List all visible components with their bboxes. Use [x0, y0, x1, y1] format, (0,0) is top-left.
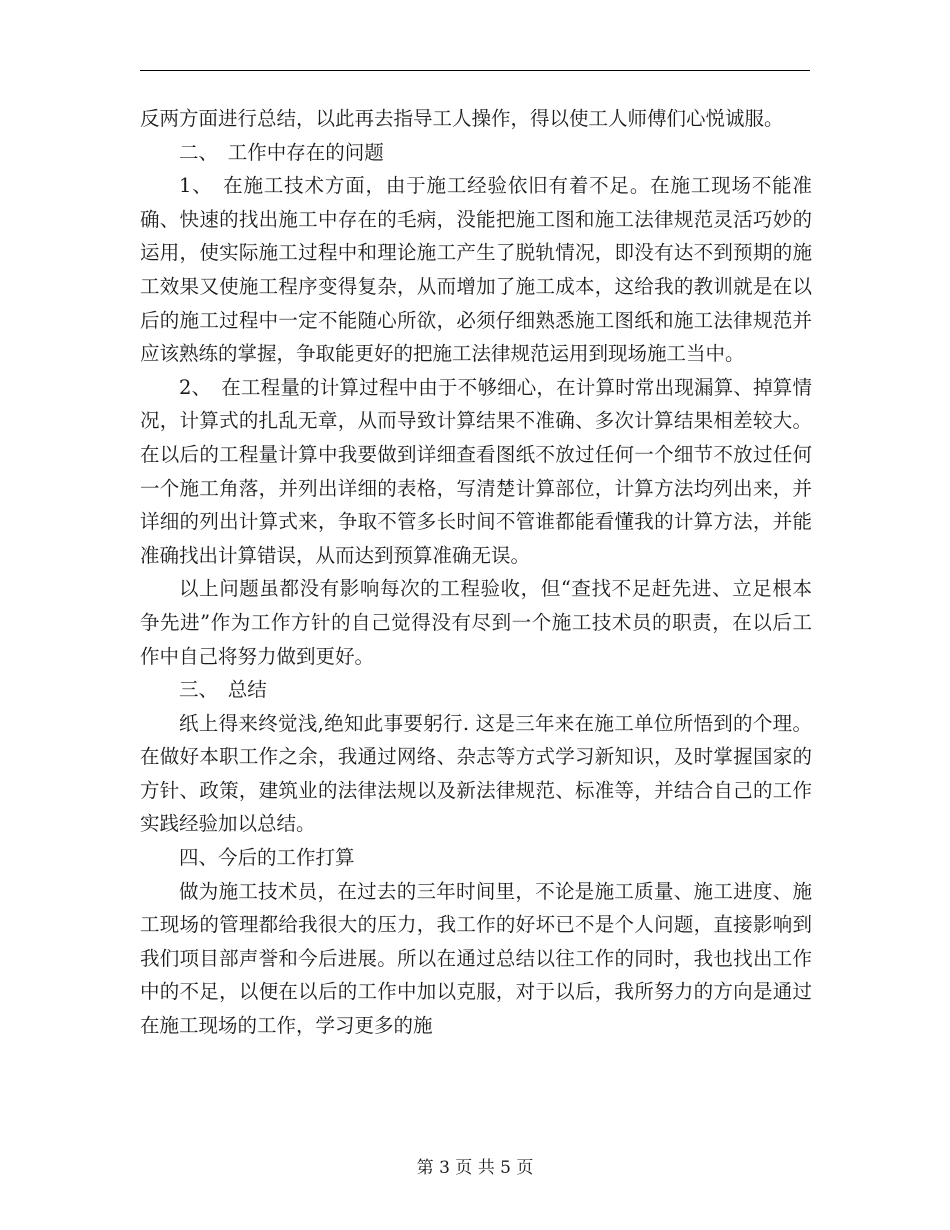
paragraph-problem-1: 1、 在施工技术方面，由于施工经验依旧有着不足。在施工现场不能准确、快速的找出施工中存在的毛病，没能把施工图和施工法律规范灵活巧妙的运用，使实际施工过程中和理论施工产生了脱轨情况，即没有达不到预期的施工效果又使施工程序变得复杂，从而增加了施工成本，这给我的教训就是在以后的施工过程中一定不能随心所欲，必须仔细熟悉施工图纸和施工法律规范并应该熟练的掌握，争取能更好的把施工法律规范运用到现场施工当中。: [140, 174, 812, 366]
page-number-footer: 第 3 页 共 5 页: [416, 1158, 534, 1178]
section-heading-future-plans: 四、今后的工作打算: [179, 846, 355, 870]
document-body: [140, 102, 812, 1043]
section-heading-summary: 三、 总结: [179, 678, 267, 702]
paragraph-problems-summary: 以上问题虽都没有影响每次的工程验收，但“查找不足赶先进、立足根本争先进”作为工作方针的自己觉得没有尽到一个施工技术员的职责，在以后工作中自己将努力做到更好。: [140, 577, 812, 668]
header-rule: [140, 70, 810, 71]
paragraph-summary: 纸上得来终觉浅,绝知此事要躬行. 这是三年来在施工单位所悟到的个理。在做好本职工作之余，我通过网络、杂志等方式学习新知识，及时掌握国家的方针、政策，建筑业的法律法规以及新法律规范、标准等，并结合自己的工作实践经验加以总结。: [140, 711, 812, 836]
paragraph-problem-2: 2、 在工程量的计算过程中由于不够细心，在计算时常出现漏算、掉算情况，计算式的扎乱无章，从而导致计算结果不准确、多次计算结果相差较大。在以后的工程量计算中我要做到详细查看图纸不放过任何一个细节不放过任何一个施工角落，并列出详细的表格，写清楚计算部位，计算方法均列出来，并详细的列出计算式来，争取不管多长时间不管谁都能看懂我的计算方法，并能准确找出计算错误，从而达到预算准确无误。: [140, 375, 812, 567]
paragraph-future-plans: 做为施工技术员，在过去的三年时间里，不论是施工质量、施工进度、施工现场的管理都给我很大的压力，我工作的好坏已不是个人问题，直接影响到我们项目部声誉和今后进展。所以在通过总结以往工作的同时，我也找出工作中的不足，以便在以后的工作中加以克服，对于以后，我所努力的方向是通过在施工现场的工作，学习更多的施: [140, 879, 812, 1038]
paragraph-continuation: 反两方面进行总结，以此再去指导工人操作，得以使工人师傅们心悦诚服。: [140, 107, 784, 130]
section-heading-problems: 二、 工作中存在的问题: [179, 140, 384, 164]
